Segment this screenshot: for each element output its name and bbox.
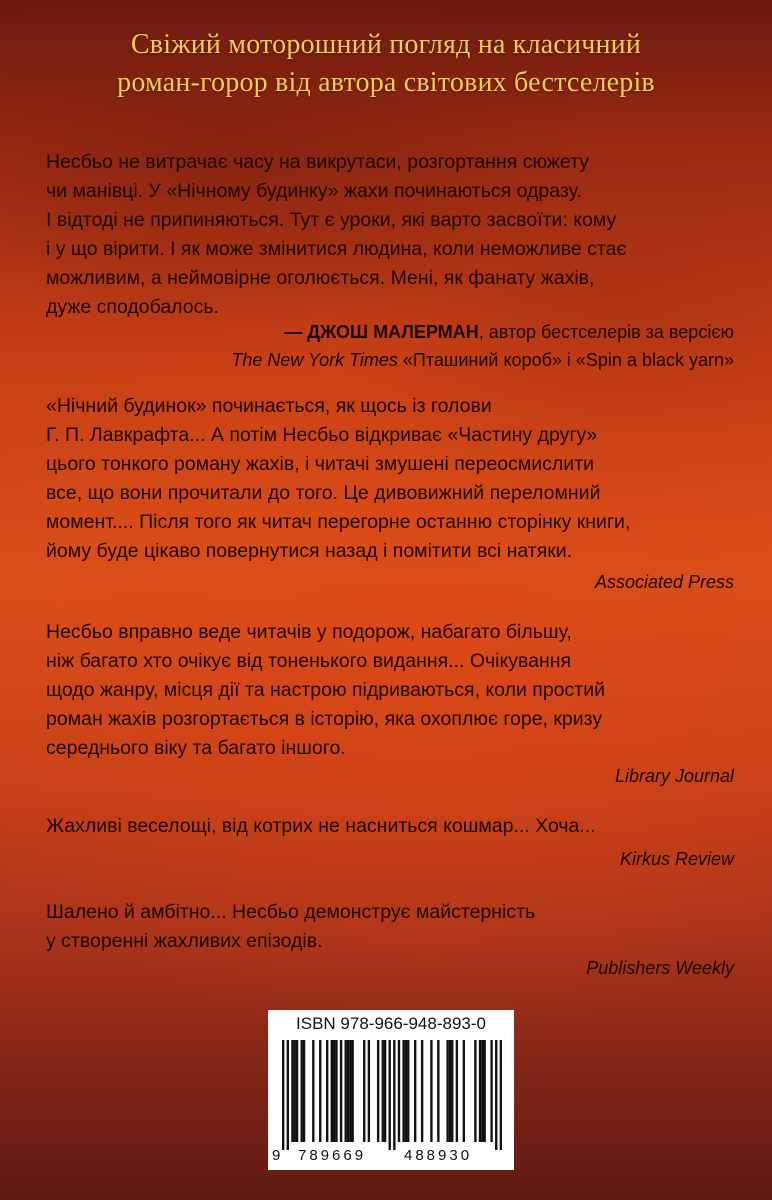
review-line: Г. П. Лавкрафта... А потім Несбьо відкриває «Частину другу» <box>46 424 598 446</box>
barcode-bar <box>421 1040 423 1142</box>
author-name: — ДЖОШ МАЛЕРМАН <box>284 322 479 342</box>
review-line: момент.... Після того як читач перегорне останню сторінку книги, <box>46 511 631 533</box>
barcode-bar <box>402 1040 404 1142</box>
barcode-bar <box>312 1040 314 1142</box>
review-associated-press <box>46 392 736 566</box>
barcode-bar <box>437 1040 439 1142</box>
barcode-bar <box>405 1040 407 1142</box>
barcode-bar <box>326 1040 328 1142</box>
author-books: «Пташиний короб» і «Spin a black yarn» <box>397 350 734 370</box>
barcode-bar <box>296 1040 298 1142</box>
barcode-bar <box>303 1040 305 1142</box>
barcode-bar <box>451 1040 453 1142</box>
review-line: І відтоді не припиняються. Тут є уроки, які варто засвоїти: кому <box>46 209 617 231</box>
barcode-bar <box>368 1040 370 1142</box>
barcode-bar <box>335 1040 337 1142</box>
barcode-bar <box>449 1040 451 1142</box>
barcode-bar <box>301 1040 303 1142</box>
barcode-bar <box>345 1040 347 1142</box>
tagline-line-2: роман-горор від автора світових бестселерів <box>117 67 655 98</box>
review-line: Несбьо вправно веде читачів у подорож, набагато більшу, <box>46 621 572 643</box>
isbn-barcode <box>268 1010 514 1170</box>
barcode-bar <box>377 1040 379 1142</box>
barcode-bar <box>333 1040 335 1142</box>
barcode-bar <box>287 1040 289 1150</box>
review-line: Шалено й амбітно... Несбьо демонструє майстерність <box>46 901 536 923</box>
review-line: роман жахів розгортається в історію, яка охоплює горе, кризу <box>46 708 603 730</box>
barcode-bar <box>349 1040 351 1142</box>
barcode-bar <box>456 1040 458 1142</box>
barcode-bar <box>382 1040 384 1142</box>
review-line: середнього віку та багато іншого. <box>46 737 346 759</box>
barcode-bar <box>463 1040 465 1142</box>
review-line: щодо жанру, місця дії та настрою підриваються, коли простий <box>46 679 605 701</box>
review-line: і у що вірити. І як може змінитися людина, коли неможливе стає <box>46 238 627 260</box>
author-publication: The New York Times <box>231 350 398 370</box>
barcode-bar <box>384 1040 386 1142</box>
review-malerman <box>46 148 736 322</box>
review-line: цього тонкого роману жахів, і читачі змушені переосмислити <box>46 453 595 475</box>
barcode-bars <box>282 1040 502 1150</box>
barcode-bar <box>479 1040 481 1142</box>
barcode-bar <box>414 1040 416 1142</box>
review-line: Несбьо не витрачає часу на викрутаси, розгортання сюжету <box>46 151 589 173</box>
barcode-bar <box>446 1040 448 1142</box>
barcode-bar <box>483 1040 485 1142</box>
review-line: все, що вони прочитали до того. Це дивовижний переломний <box>46 482 601 504</box>
review-line: ніж багато хто очікує від тоненького видання... Очікування <box>46 650 572 672</box>
barcode-bar <box>319 1040 321 1142</box>
review-kirkus <box>46 812 736 841</box>
barcode-bar <box>331 1040 333 1142</box>
review-line: у створенні жахливих епізодів. <box>46 930 323 952</box>
review-malerman-attribution <box>231 318 734 374</box>
barcode-first-digit: 9 <box>272 1147 281 1164</box>
review-line: Жахливі веселощі, від котрих не насниться кошмар... Хоча... <box>46 815 596 837</box>
barcode-bar <box>407 1040 409 1142</box>
tagline <box>0 26 772 102</box>
barcode-bar <box>398 1040 400 1142</box>
review-source: Library Journal <box>614 766 734 786</box>
barcode-bar <box>500 1040 502 1150</box>
barcode-bar <box>347 1040 349 1142</box>
review-source: Associated Press <box>594 572 734 592</box>
barcode-bar <box>282 1040 284 1150</box>
barcode-bar <box>495 1040 497 1150</box>
barcode-right-digits: 488930 <box>404 1147 473 1164</box>
barcode-bar <box>291 1040 293 1142</box>
review-line: можливим, а неймовірне оголюється. Мені, як фанату жахів, <box>46 267 595 289</box>
review-line: «Нічний будинок» починається, як щось із голови <box>46 395 492 417</box>
barcode-bar <box>490 1040 492 1142</box>
isbn-label: ISBN 978-966-948-893-0 <box>296 1014 486 1033</box>
review-line: йому буде цікаво повернутися назад і помітити всі натяки. <box>46 540 573 562</box>
barcode-bar <box>294 1040 296 1142</box>
review-source: Publishers Weekly <box>586 958 734 978</box>
barcode-bar <box>363 1040 365 1142</box>
review-library-journal <box>46 618 736 763</box>
tagline-line-1: Свіжий моторошний погляд на класичний <box>130 29 642 60</box>
barcode-bar <box>340 1040 342 1142</box>
review-line: дуже сподобалось. <box>46 296 219 318</box>
review-source: Kirkus Review <box>619 849 734 869</box>
author-description: , автор бестселерів за версією <box>478 322 734 342</box>
review-line: чи манівці. У «Нічному будинку» жахи починаються одразу. <box>46 180 582 202</box>
barcode-bar <box>481 1040 483 1142</box>
barcode-bar <box>351 1040 353 1142</box>
barcode-bar <box>389 1040 391 1150</box>
barcode-bar <box>430 1040 432 1142</box>
barcode-bar <box>474 1040 476 1142</box>
barcode-bar <box>393 1040 395 1150</box>
review-publishers-weekly <box>46 898 736 956</box>
barcode-left-digits: 789669 <box>298 1147 367 1164</box>
